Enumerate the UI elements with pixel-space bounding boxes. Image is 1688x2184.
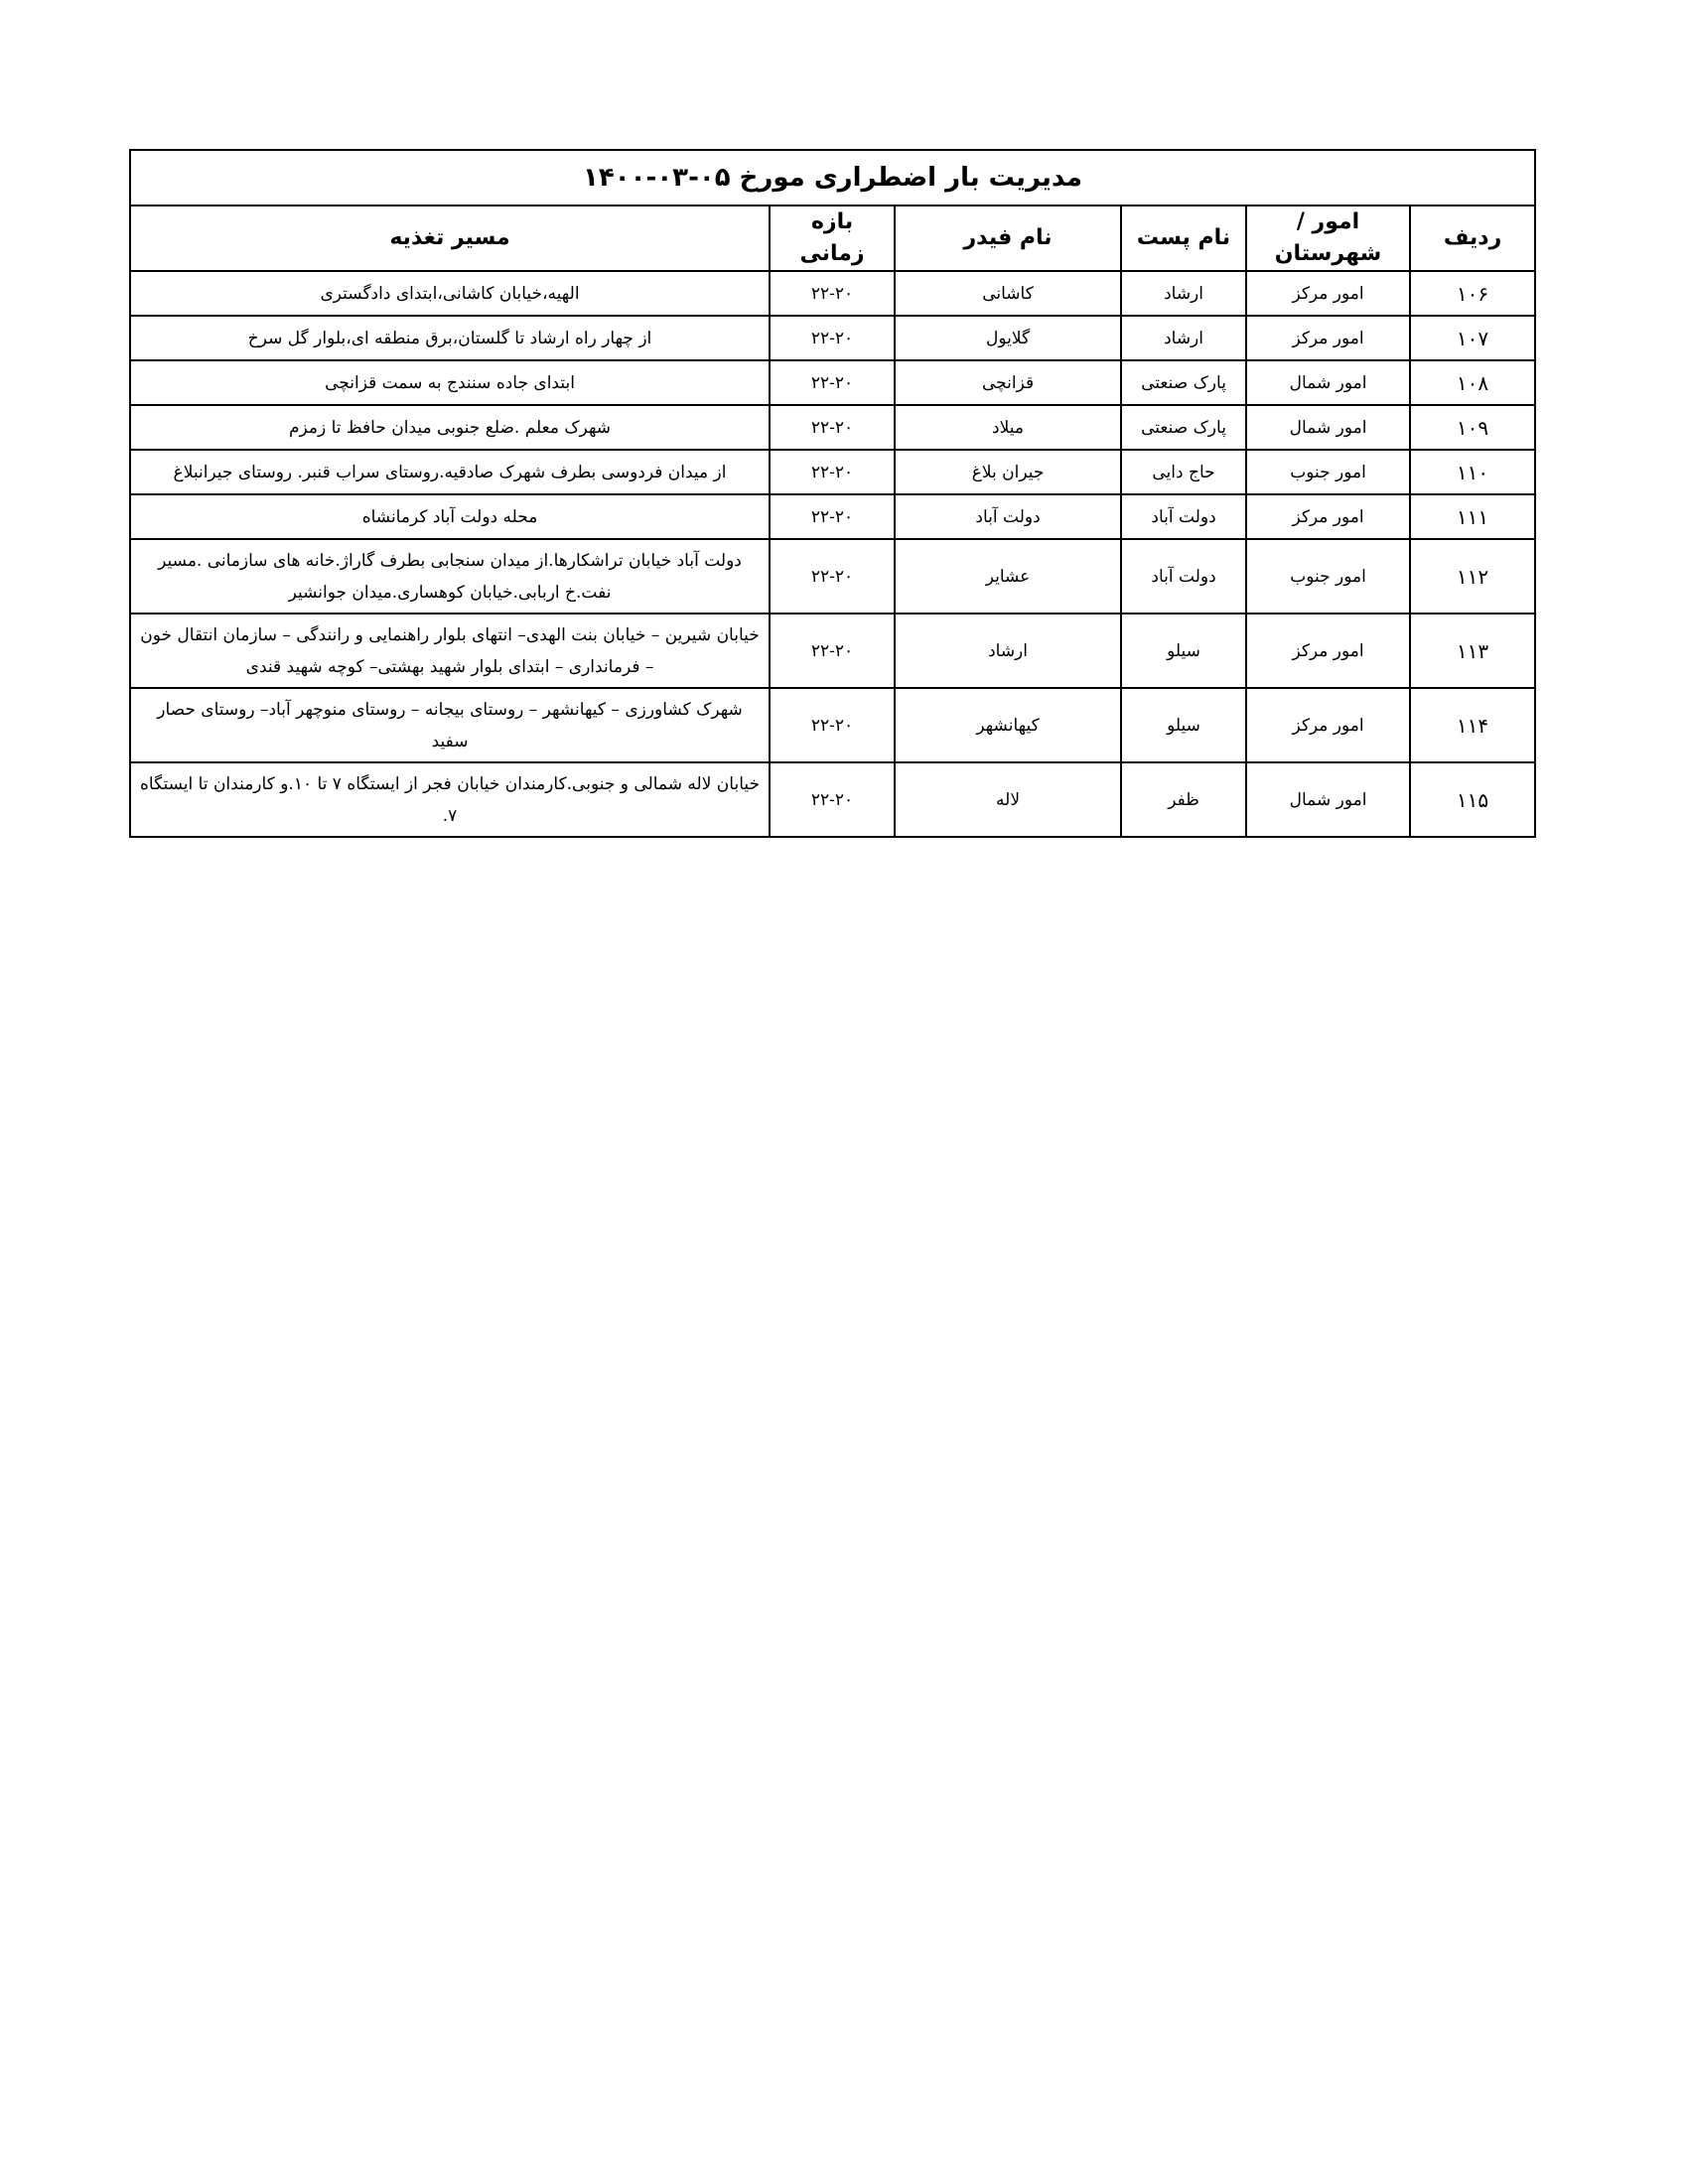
cell-route: از چهار راه ارشاد تا گلستان،برق منطقه ای،بلوار گل سرخ: [130, 316, 770, 360]
cell-omur: امور جنوب: [1246, 450, 1410, 494]
cell-post: ظفر: [1121, 762, 1246, 837]
cell-feeder: جیران بلاغ: [895, 450, 1121, 494]
cell-radif: ۱۱۳: [1410, 614, 1535, 688]
cell-feeder: میلاد: [895, 405, 1121, 450]
cell-time: ۲۲-۲۰: [770, 494, 895, 539]
cell-post: ارشاد: [1121, 316, 1246, 360]
cell-post: سیلو: [1121, 688, 1246, 762]
cell-radif: ۱۰۶: [1410, 271, 1535, 316]
header-route: مسیر تغذیه: [130, 205, 770, 271]
cell-omur: امور جنوب: [1246, 539, 1410, 614]
cell-post: دولت آباد: [1121, 539, 1246, 614]
table-row: [130, 688, 1535, 762]
cell-feeder: کاشانی: [895, 271, 1121, 316]
cell-post: پارک صنعتی: [1121, 405, 1246, 450]
table-row: [130, 271, 1535, 316]
cell-post: دولت آباد: [1121, 494, 1246, 539]
cell-route: خیابان لاله شمالی و جنوبی.کارمندان خیابان فجر از ایستگاه ۷ تا ۱۰.و کارمندان تا ایستگاه ۷.: [130, 762, 770, 837]
cell-feeder: لاله: [895, 762, 1121, 837]
table-row: [130, 539, 1535, 614]
cell-route: شهرک معلم .ضلع جنوبی میدان حافظ تا زمزم: [130, 405, 770, 450]
header-row: [130, 205, 1535, 271]
cell-route: شهرک کشاورزی – کیهانشهر – روستای بیجانه – روستای منوچهر آباد– روستای حصار سفید: [130, 688, 770, 762]
cell-route: الهیه،خیابان کاشانی،ابتدای دادگستری: [130, 271, 770, 316]
cell-omur: امور شمال: [1246, 405, 1410, 450]
cell-time: ۲۲-۲۰: [770, 271, 895, 316]
cell-radif: ۱۱۴: [1410, 688, 1535, 762]
cell-route: ابتدای جاده سنندج به سمت قزانچی: [130, 360, 770, 405]
cell-route: دولت آباد خیابان تراشکارها.از میدان سنجابی بطرف گاراژ.خانه های سازمانی .مسیر نفت.خ اربابی.خیابان کوهساری.میدان جوانشیر: [130, 539, 770, 614]
header-time: بازه زمانی: [770, 205, 895, 271]
cell-omur: امور مرکز: [1246, 688, 1410, 762]
table-row: [130, 614, 1535, 688]
header-feeder: نام فیدر: [895, 205, 1121, 271]
cell-omur: امور مرکز: [1246, 271, 1410, 316]
cell-omur: امور شمال: [1246, 762, 1410, 837]
cell-radif: ۱۰۹: [1410, 405, 1535, 450]
cell-radif: ۱۰۸: [1410, 360, 1535, 405]
table-row: [130, 494, 1535, 539]
cell-feeder: عشایر: [895, 539, 1121, 614]
cell-radif: ۱۱۵: [1410, 762, 1535, 837]
table-row: [130, 405, 1535, 450]
cell-omur: امور مرکز: [1246, 614, 1410, 688]
cell-feeder: قزانچی: [895, 360, 1121, 405]
cell-omur: امور مرکز: [1246, 316, 1410, 360]
cell-omur: امور شمال: [1246, 360, 1410, 405]
table-row: [130, 360, 1535, 405]
header-radif: ردیف: [1410, 205, 1535, 271]
table-row: [130, 450, 1535, 494]
cell-radif: ۱۱۰: [1410, 450, 1535, 494]
cell-route: محله دولت آباد کرمانشاه: [130, 494, 770, 539]
load-management-table: [129, 149, 1536, 838]
cell-time: ۲۲-۲۰: [770, 614, 895, 688]
header-omur: امور / شهرستان: [1246, 205, 1410, 271]
cell-post: حاج دایی: [1121, 450, 1246, 494]
cell-feeder: دولت آباد: [895, 494, 1121, 539]
cell-time: ۲۲-۲۰: [770, 360, 895, 405]
cell-route: خیابان شیرین – خیابان بنت الهدی– انتهای بلوار راهنمایی و رانندگی – سازمان انتقال خون – فرمانداری – ابتدای بلوار شهید بهشتی– کوچه شهید قندی: [130, 614, 770, 688]
cell-feeder: ارشاد: [895, 614, 1121, 688]
cell-post: پارک صنعتی: [1121, 360, 1246, 405]
cell-feeder: گلایول: [895, 316, 1121, 360]
cell-time: ۲۲-۲۰: [770, 688, 895, 762]
header-post: نام پست: [1121, 205, 1246, 271]
table-title: مدیریت بار اضطراری مورخ ۰۵-۰۳-۱۴۰۰: [130, 150, 1535, 205]
cell-radif: ۱۱۱: [1410, 494, 1535, 539]
cell-route: از میدان فردوسی بطرف شهرک صادقیه.روستای سراب قنبر. روستای جیرانبلاغ: [130, 450, 770, 494]
cell-feeder: کیهانشهر: [895, 688, 1121, 762]
cell-time: ۲۲-۲۰: [770, 316, 895, 360]
cell-omur: امور مرکز: [1246, 494, 1410, 539]
cell-radif: ۱۱۲: [1410, 539, 1535, 614]
table-row: [130, 762, 1535, 837]
cell-post: سیلو: [1121, 614, 1246, 688]
cell-time: ۲۲-۲۰: [770, 450, 895, 494]
cell-radif: ۱۰۷: [1410, 316, 1535, 360]
cell-time: ۲۲-۲۰: [770, 762, 895, 837]
document-page: [129, 149, 1534, 838]
table-row: [130, 316, 1535, 360]
cell-post: ارشاد: [1121, 271, 1246, 316]
cell-time: ۲۲-۲۰: [770, 405, 895, 450]
cell-time: ۲۲-۲۰: [770, 539, 895, 614]
